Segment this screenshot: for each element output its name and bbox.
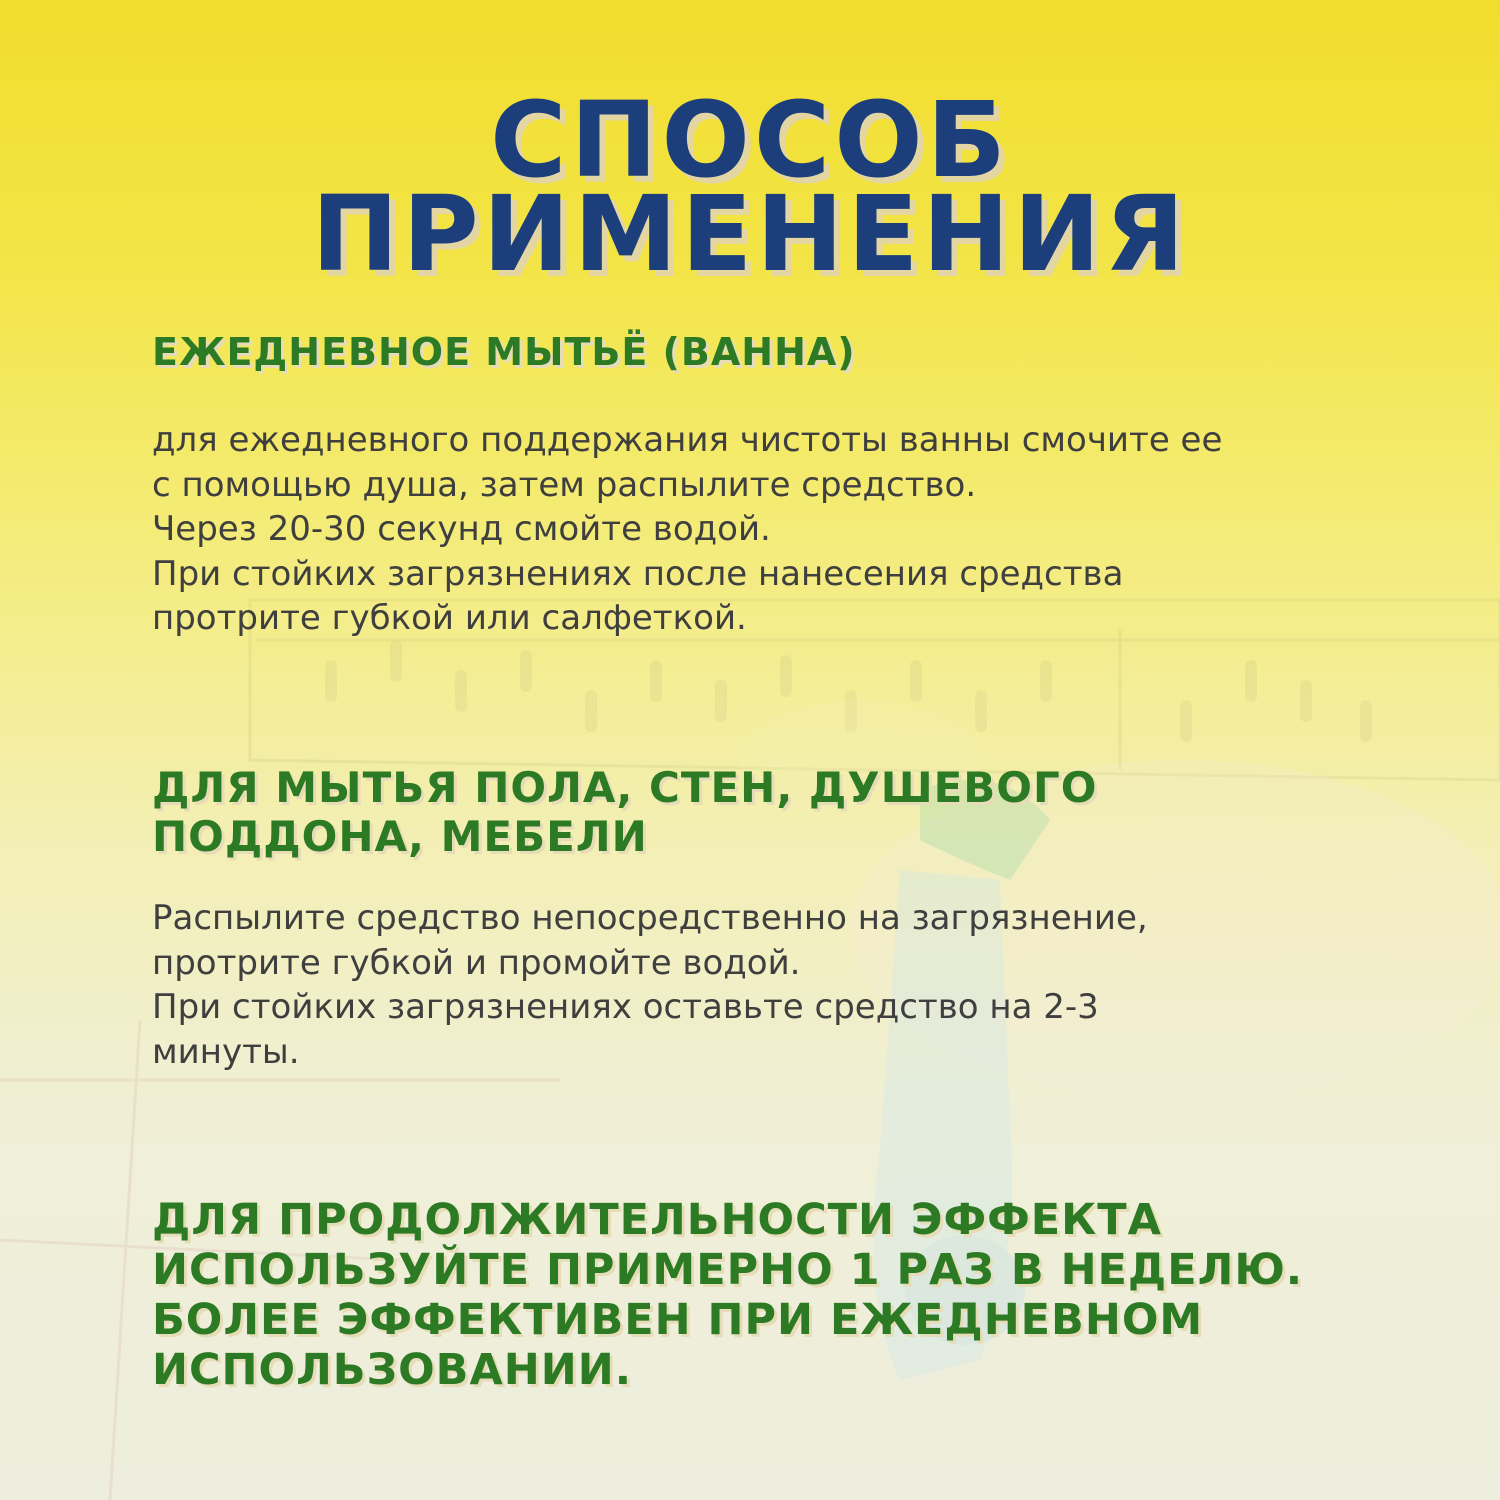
title-line-2: ПРИМЕНЕНИЯ xyxy=(311,173,1189,295)
text-line: При стойких загрязнениях после нанесения средства xyxy=(152,553,1124,594)
heading-line: ПОДДОНА, МЕБЕЛИ xyxy=(152,811,648,861)
text-line: протрите губкой и промойте водой. xyxy=(152,942,801,983)
text-line: протрите губкой или салфеткой. xyxy=(152,598,747,638)
text-line: При стойких загрязнениях оставьте средство на 2-3 xyxy=(152,987,1099,1027)
note-line: ИСПОЛЬЗОВАНИИ. xyxy=(152,1344,633,1395)
section-text-floors-walls xyxy=(152,896,1402,1074)
text-line: для ежедневного поддержания чистоты ванны смочите ее xyxy=(152,420,1223,460)
note-line: ИСПОЛЬЗУЙТЕ ПРИМЕРНО 1 РАЗ В НЕДЕЛЮ. xyxy=(152,1244,1304,1295)
title-line-1: СПОСОБ xyxy=(490,79,1010,201)
usage-frequency-note xyxy=(152,1196,1402,1396)
text-line: Распылите средство непосредственно на загрязнение, xyxy=(152,898,1148,938)
text-line: с помощью душа, затем распылите средство. xyxy=(152,464,977,505)
note-line: БОЛЕЕ ЭФФЕКТИВЕН ПРИ ЕЖЕДНЕВНОМ xyxy=(152,1294,1204,1345)
heading-line: ДЛЯ МЫТЬЯ ПОЛА, СТЕН, ДУШЕВОГО xyxy=(152,763,1098,812)
text-line: минуты. xyxy=(152,1031,300,1072)
note-line: ДЛЯ ПРОДОЛЖИТЕЛЬНОСТИ ЭФФЕКТА xyxy=(152,1195,1162,1245)
section-heading-daily-bath: ЕЖЕДНЕВНОЕ МЫТЬЁ (ВАННА) xyxy=(152,330,856,374)
section-heading-floors-walls xyxy=(152,764,1352,861)
text-line: Через 20-30 секунд смойте водой. xyxy=(152,509,771,549)
section-text-daily-bath xyxy=(152,418,1402,641)
